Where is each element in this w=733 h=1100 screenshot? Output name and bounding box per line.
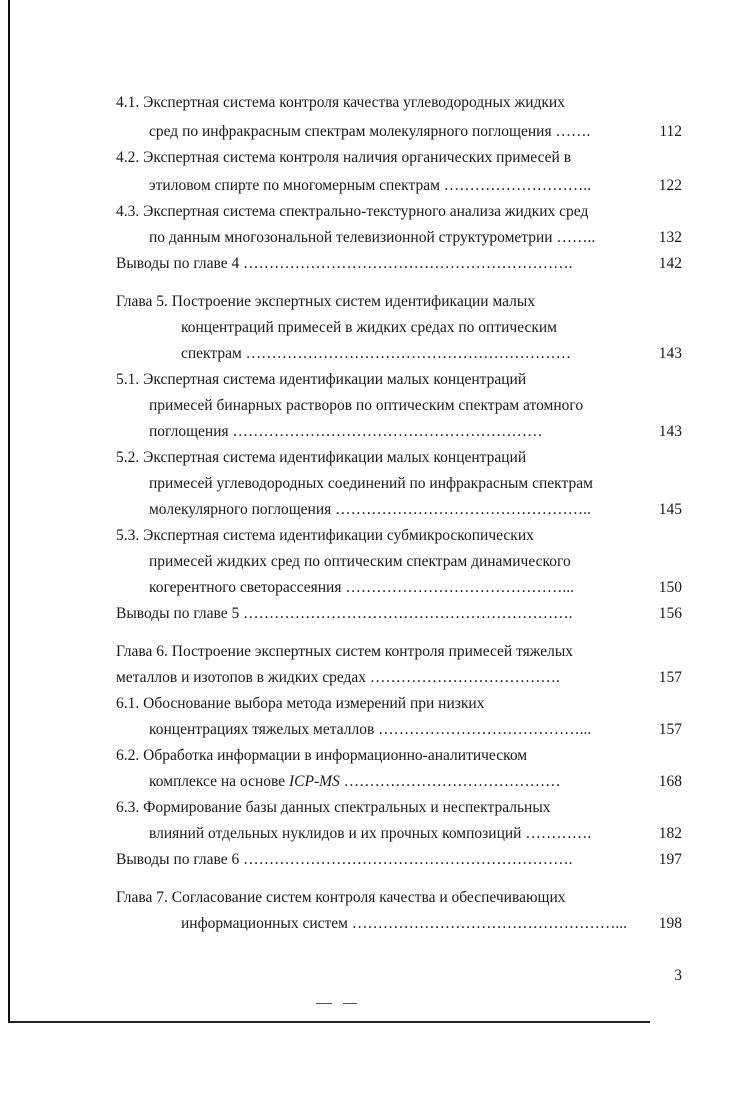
scan-border-bottom bbox=[8, 1021, 650, 1023]
toc-line: 5.3. Экспертная система идентификации субмикроскопических bbox=[116, 527, 534, 544]
toc-page-number: 156 bbox=[658, 605, 682, 622]
scan-border-left bbox=[8, 0, 10, 1022]
toc-page-number: 197 bbox=[658, 851, 682, 868]
toc-chapter-heading: Глава 5. Построение экспертных систем идентификации малых bbox=[116, 293, 536, 310]
toc-page-number: 145 bbox=[658, 501, 682, 518]
toc-line: 4.3. Экспертная система спектрально-текстурного анализа жидких сред bbox=[116, 203, 589, 220]
toc-line: примесей углеводородных соединений по инфракрасным спектрам bbox=[149, 475, 593, 492]
toc-line: концентраций примесей в жидких средах по оптическим bbox=[181, 319, 557, 336]
toc-page-number: 132 bbox=[658, 229, 682, 246]
toc-page-number: 143 bbox=[658, 345, 682, 362]
toc-page-number: 142 bbox=[658, 255, 682, 272]
toc-line: поглощения …………………………………………………… bbox=[149, 423, 543, 440]
toc-line: сред по инфракрасным спектрам молекулярного поглощения ……. bbox=[149, 123, 591, 140]
toc-page-number: 198 bbox=[658, 915, 682, 932]
toc-line: по данным многозональной телевизионной структурометрии …….. bbox=[149, 229, 596, 246]
toc-page-number: 182 bbox=[658, 825, 682, 842]
toc-line: концентрациях тяжелых металлов …………………………………... bbox=[149, 721, 592, 738]
toc-line: информационных систем ……………………………………………... bbox=[181, 915, 627, 932]
toc-line-leader: …………………………………… bbox=[343, 773, 561, 790]
toc-page-number: 157 bbox=[658, 721, 682, 738]
toc-line-text: комплексе на основе bbox=[149, 773, 286, 790]
scan-mark bbox=[343, 1003, 357, 1004]
toc-line: когерентного светорассеяния ……………………………………... bbox=[149, 579, 574, 596]
toc-line: спектрам ……………………………………………………… bbox=[181, 345, 572, 362]
page-number: 3 bbox=[674, 967, 682, 984]
toc-line bbox=[149, 772, 561, 792]
toc-line: влияний отдельных нуклидов и их прочных композиций …………. bbox=[149, 825, 592, 842]
toc-chapter-heading: Глава 6. Построение экспертных систем контроля примесей тяжелых bbox=[116, 643, 574, 660]
toc-page-number: 168 bbox=[658, 773, 682, 790]
toc-line: металлов и изотопов в жидких средах ………………………………. bbox=[116, 669, 560, 686]
toc-line: 6.1. Обоснование выбора метода измерений при низких bbox=[116, 695, 485, 712]
toc-line: 5.2. Экспертная система идентификации малых концентраций bbox=[116, 449, 527, 466]
toc-line: Выводы по главе 5 ………………………………………………………. bbox=[116, 605, 573, 622]
toc-line: примесей бинарных растворов по оптическим спектрам атомного bbox=[149, 397, 584, 414]
toc-line: Выводы по главе 4 ………………………………………………………. bbox=[116, 255, 573, 272]
toc-line: 4.2. Экспертная система контроля наличия органических примесей в bbox=[116, 149, 572, 166]
toc-page-number: 150 bbox=[658, 579, 682, 596]
toc-page-number: 122 bbox=[658, 177, 682, 194]
toc-line: примесей жидких сред по оптическим спектрам динамического bbox=[149, 553, 571, 570]
toc-line: 5.1. Экспертная система идентификации малых концентраций bbox=[116, 371, 527, 388]
toc-line: этиловом спирте по многомерным спектрам ……………………….. bbox=[149, 177, 592, 194]
toc-page-number: 143 bbox=[658, 423, 682, 440]
toc-line: Выводы по главе 6 ………………………………………………………. bbox=[116, 851, 573, 868]
toc-line: 6.3. Формирование базы данных спектральных и неспектральных bbox=[116, 799, 551, 816]
toc-line: 6.2. Обработка информации в информационно-аналитическом bbox=[116, 747, 528, 764]
toc-page-number: 157 bbox=[658, 669, 682, 686]
toc-line: 4.1. Экспертная система контроля качества углеводородных жидких bbox=[116, 94, 565, 111]
toc-line: молекулярного поглощения ………………………………………….. bbox=[149, 501, 591, 518]
scan-mark bbox=[316, 1003, 332, 1004]
toc-chapter-heading: Глава 7. Согласование систем контроля качества и обеспечивающих bbox=[116, 889, 566, 906]
toc-page-number: 112 bbox=[659, 123, 682, 140]
toc-line-italic: ICP-MS bbox=[288, 773, 340, 790]
